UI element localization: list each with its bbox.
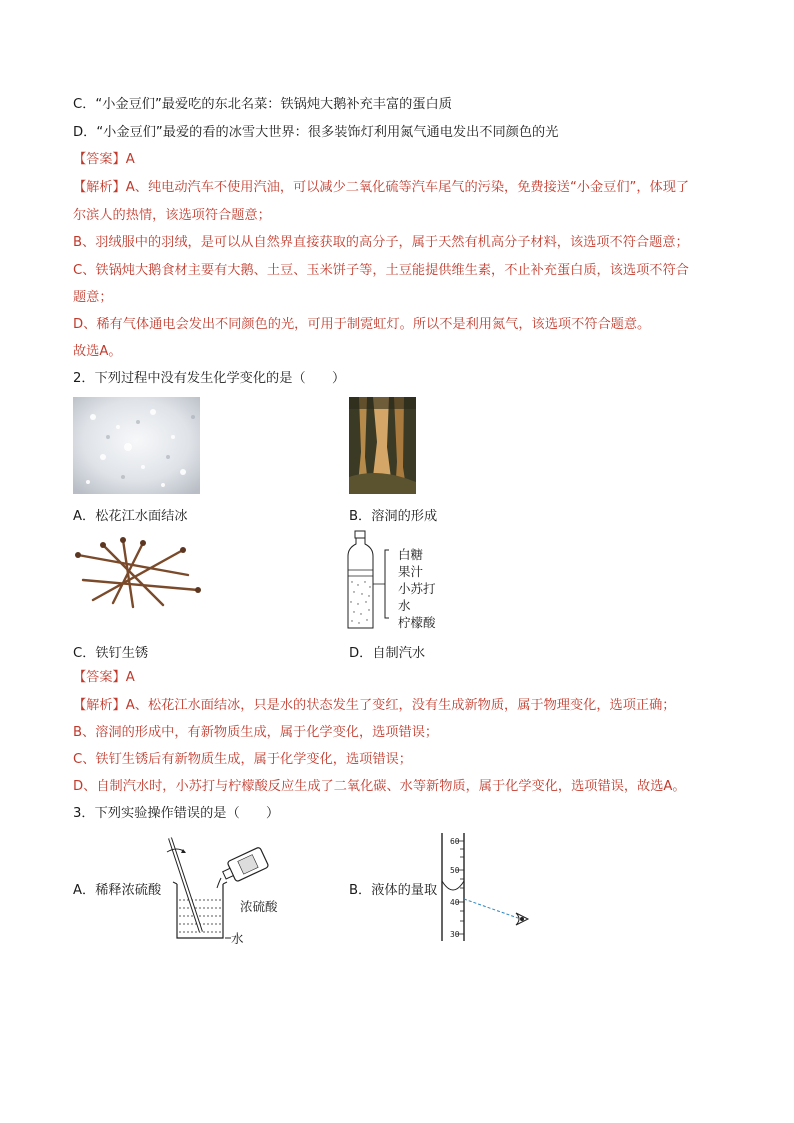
q1-analysis-line-4: C、铁锅炖大鹅食材主要有大鹅、土豆、玉米饼子等，土豆能提供维生素，不止补充蛋白质，该选项不符合 (73, 263, 689, 278)
q2-option-a: A．松花江水面结冰 (73, 509, 188, 524)
cylinder-tick-30: 30 (450, 930, 460, 939)
q2-stem: 2．下列过程中没有发生化学变化的是（ ） (73, 371, 346, 386)
bottle-label-water: 水 (398, 598, 411, 613)
bottle-label-sugar: 白糖 (398, 547, 424, 562)
q1-analysis-line-1: 【解析】A、纯电动汽车不使用汽油，可以减少二氧化硫等汽车尾气的污染，免费接送“小金豆们”，体现了 (73, 180, 690, 195)
ice-photo (73, 397, 200, 494)
q2-option-c: C．铁钉生锈 (73, 646, 149, 661)
q1-analysis-line-6: D、稀有气体通电会发出不同颜色的光，可用于制霓虹灯。所以不是利用氮气，该选项不符合题意。 (73, 317, 651, 332)
q1-analysis-line-2: 尔滨人的热情，该选项符合题意； (73, 208, 271, 223)
water-label: 水 (231, 931, 244, 946)
cylinder-tick-60: 60 (450, 837, 460, 846)
q3-option-a: A．稀释浓硫酸 (73, 883, 162, 898)
q1-answer: 【答案】A (73, 152, 135, 167)
q1-analysis-line-3: B、羽绒服中的羽绒，是可以从自然界直接获取的高分子，属于天然有机高分子材料，该选项不符合题意； (73, 235, 689, 250)
cylinder-tick-50: 50 (450, 866, 460, 875)
q2-analysis-line-1: 【解析】A、松花江水面结冰，只是水的状态发生了变红，没有生成新物质，属于物理变化，选项正确； (73, 698, 676, 713)
bottle-label-soda: 小苏打 (398, 581, 436, 596)
bottle-label-citric: 柠檬酸 (398, 615, 436, 630)
bottle-labels (398, 546, 436, 631)
q3-stem: 3．下列实验操作错误的是（ ） (73, 806, 280, 821)
q1-analysis-line-7: 故选A。 (73, 344, 122, 359)
cylinder-tick-40: 40 (450, 898, 460, 907)
q1-option-d: D．“小金豆们”最爱的看的冰雪大世界：很多装饰灯利用氮气通电发出不同颜色的光 (73, 125, 559, 140)
graduated-cylinder-diagram (428, 833, 548, 943)
bottle-label-juice: 果汁 (398, 564, 424, 579)
q2-option-b: B．溶洞的形成 (349, 509, 438, 524)
q1-option-c: C．“小金豆们”最爱吃的东北名菜：铁锅炖大鹅补充丰富的蛋白质 (73, 97, 452, 112)
acid-label: 浓硫酸 (240, 899, 278, 914)
q2-analysis-line-2: B、溶洞的形成中，有新物质生成，属于化学变化，选项错误； (73, 725, 439, 740)
q3-option-b: B．液体的量取 (349, 883, 438, 898)
rusty-nails-photo (73, 535, 203, 610)
q1-analysis-line-5: 题意； (73, 290, 113, 305)
q2-option-d: D．自制汽水 (349, 646, 426, 661)
q2-answer: 【答案】A (73, 670, 135, 685)
cave-photo (349, 397, 416, 494)
q2-analysis-line-3: C、铁钉生锈后有新物质生成，属于化学变化，选项错误； (73, 752, 412, 767)
q2-analysis-line-4: D、自制汽水时，小苏打与柠檬酸反应生成了二氧化碳、水等新物质，属于化学变化，选项错误，故选A。 (73, 779, 686, 794)
